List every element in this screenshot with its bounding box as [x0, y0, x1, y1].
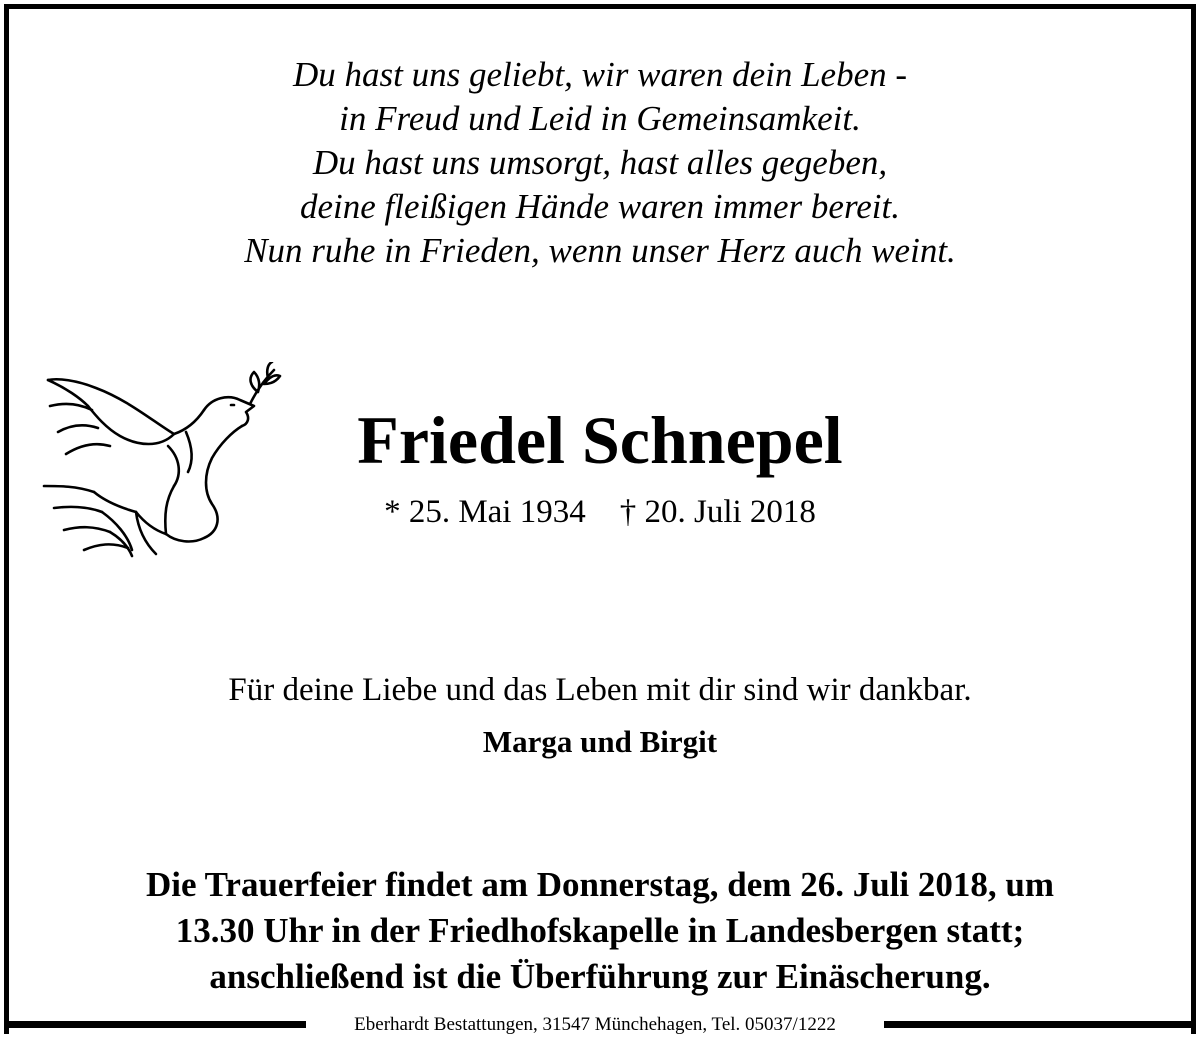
dove-with-olive-branch-icon	[36, 362, 286, 562]
poem-line: Du hast uns umsorgt, hast alles gegeben,	[312, 143, 888, 182]
thanks-text: Für deine Liebe und das Leben mit dir sind wir dankbar.	[228, 672, 972, 708]
poem-line: Nun ruhe in Frieden, wenn unser Herz auch weint.	[244, 231, 956, 270]
bottom-rule-left	[4, 1021, 306, 1028]
poem-line: Du hast uns geliebt, wir waren dein Leben -	[292, 55, 908, 94]
deceased-name: Friedel Schnepel	[357, 402, 843, 478]
life-dates	[270, 490, 930, 534]
funeral-home-footer: Eberhardt Bestattungen, 31547 Münchehagen, Tel. 05037/1222	[354, 1014, 836, 1035]
service-line: Die Trauerfeier findet am Donnerstag, dem 26. Juli 2018, um	[146, 865, 1054, 904]
death-date: † 20. Juli 2018	[619, 494, 816, 530]
service-line: anschließend ist die Überführung zur Einäscherung.	[209, 957, 991, 996]
funeral-service-info	[0, 862, 1200, 1000]
family-names: Marga und Birgit	[482, 724, 718, 759]
poem	[0, 53, 1200, 273]
poem-line: deine fleißigen Hände waren immer bereit.	[299, 187, 901, 226]
service-line: 13.30 Uhr in der Friedhofskapelle in Landesbergen statt;	[175, 911, 1025, 950]
birth-date: * 25. Mai 1934	[384, 494, 586, 530]
bottom-rule-right	[884, 1021, 1196, 1028]
poem-line: in Freud und Leid in Gemeinsamkeit.	[339, 99, 861, 138]
